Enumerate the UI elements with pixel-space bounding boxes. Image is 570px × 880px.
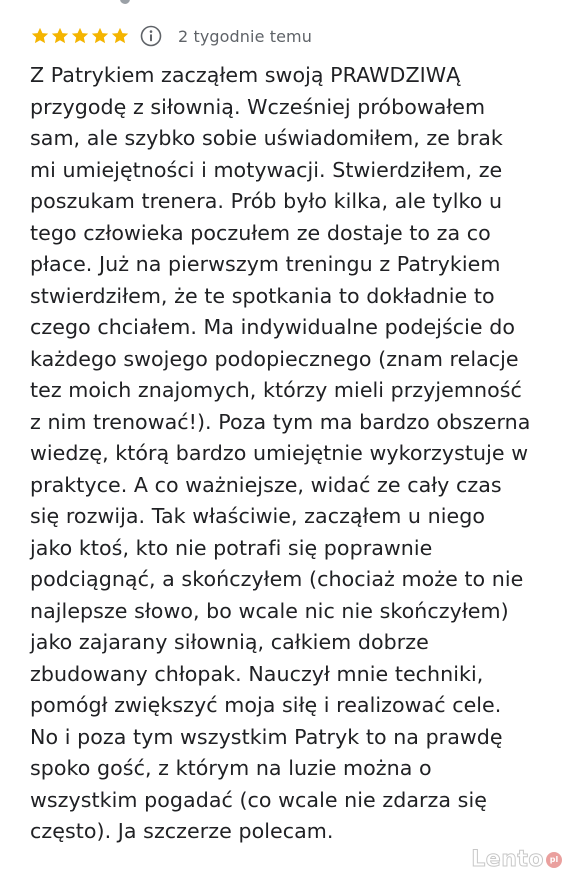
star-icon <box>110 26 130 46</box>
watermark-brand: Lento <box>471 847 544 872</box>
avatar-edge <box>120 0 130 4</box>
watermark-badge: pl <box>546 852 562 868</box>
info-icon[interactable] <box>140 25 162 47</box>
star-icon <box>50 26 70 46</box>
review-header <box>30 22 312 50</box>
lento-watermark <box>471 847 562 872</box>
review-timestamp: 2 tygodnie temu <box>178 26 312 46</box>
star-icon <box>70 26 90 46</box>
previous-content-edge <box>0 0 570 6</box>
star-icon <box>90 26 110 46</box>
star-rating <box>30 26 130 46</box>
review-text: Z Patrykiem zacząłem swoją PRAWDZIWĄ przygodę z siłownią. Wcześniej próbowałem sam, ale szybko sobie uświadomiłem, ze brak mi umiejętności i motywacji. Stwierdziłem, ze poszukam trenera. Prób było kilka, ale tylko u tego człowieka poczułem ze dostaje to za co płace. Już na pierwszym treningu z Patrykiem stwierdziłem, że te spotkania to dokładnie to czego chciałem. Ma indywidualne podejście do każdego swojego podopiecznego (znam relacje tez moich znajomych, którzy mieli przyjemność z nim trenować!). Poza tym ma bardzo obszerna wiedzę, którą bardzo umiejętnie wykorzystuje w praktyce. A co ważniejsze, widać ze cały czas się rozwija. Tak właściwie, zacząłem u niego jako ktoś, kto nie potrafi się poprawnie podciągnąć, a skończyłem (chociaż może to nie najlepsze słowo, bo wcale nic nie skończyłem) jako zajarany siłownią, całkiem dobrze zbudowany chłopak. Nauczył mnie techniki, pomógł zwiększyć moja siłę i realizować cele. No i poza tym wszystkim Patryk to na prawdę spoko gość, z którym na luzie można o wszystkim pogadać (co wcale nie zdarza się często). Ja szczerze polecam. <box>30 63 531 843</box>
star-icon <box>30 26 50 46</box>
